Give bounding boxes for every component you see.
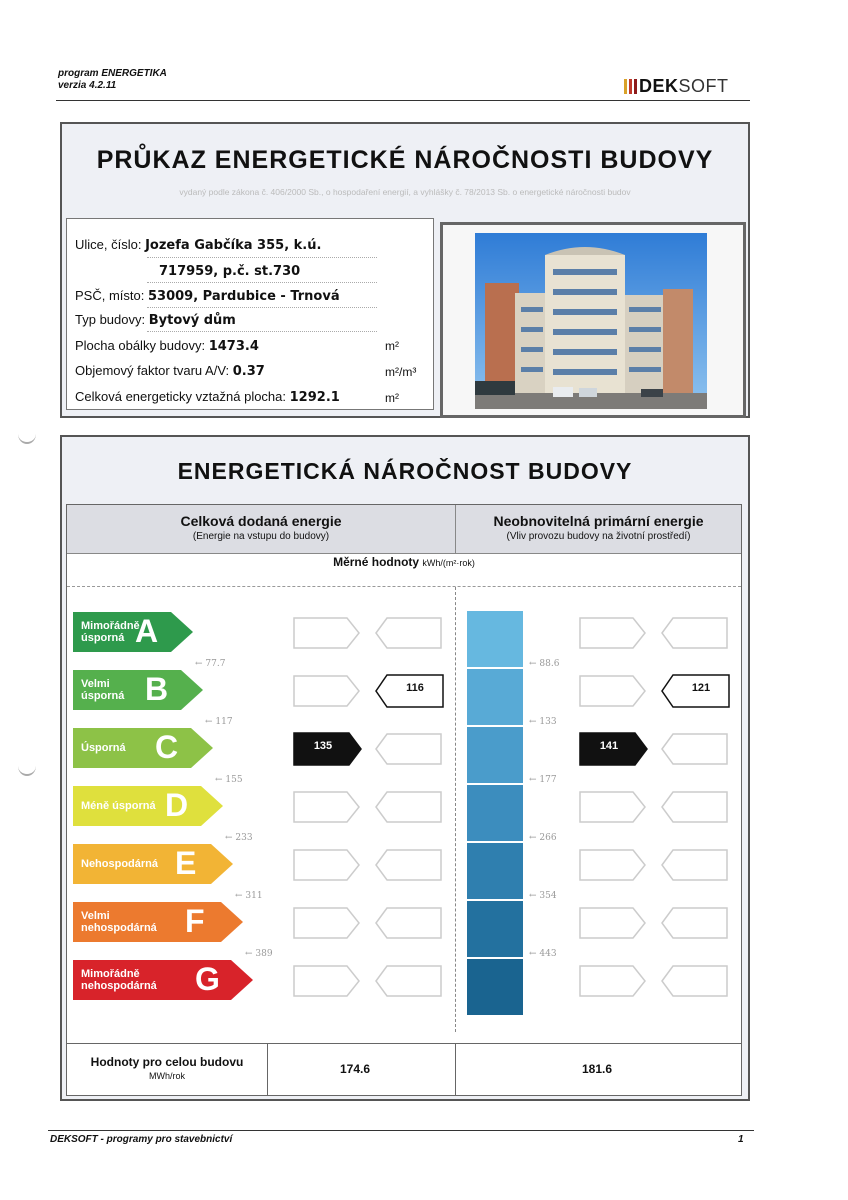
- class-marker-placeholder: [293, 791, 361, 823]
- program-version: verzia 4.2.11: [58, 80, 117, 91]
- factor-unit: m²/m³: [385, 365, 417, 379]
- energy-class-letter: A: [135, 613, 159, 649]
- primary-energy-bar-segment: [467, 669, 523, 725]
- certificate-title: PRŮKAZ ENERGETICKÉ NÁROČNOSTI BUDOVY: [96, 146, 714, 174]
- type-label: Typ budovy:: [75, 312, 146, 327]
- street-label: Ulice, číslo:: [75, 237, 142, 252]
- class-boundary-tick: ← 311: [235, 891, 263, 901]
- class-marker-placeholder: [661, 907, 729, 939]
- primary-energy-bar-segment: [467, 611, 523, 667]
- energy-class-name-line1: Velmi: [81, 678, 110, 690]
- energy-class-name-line1: Mimořádně: [81, 968, 140, 980]
- totals-label-cell: [67, 1044, 268, 1096]
- area-value: 1473.4: [208, 339, 259, 354]
- right-column-subtitle: (Vliv provozu budovy na životní prostředí): [506, 531, 691, 542]
- street-row: [75, 237, 321, 253]
- area-label: Plocha obálky budovy:: [75, 338, 206, 353]
- total-primary-energy: 181.6: [581, 1062, 613, 1076]
- primary-energy-bar-segment: [467, 785, 523, 841]
- energy-class-name-line1: Velmi: [81, 910, 110, 922]
- dashed-column-divider: [455, 587, 456, 1032]
- building-photo: [440, 222, 746, 418]
- psc-label: PSČ, místo:: [75, 288, 145, 303]
- energy-class-name-line2: úsporná: [81, 690, 125, 702]
- right-column-header: [456, 505, 741, 554]
- building-totals-row: [67, 1043, 741, 1096]
- type-value: Bytový dům: [148, 313, 236, 328]
- class-marker-placeholder: [375, 849, 443, 881]
- class-marker-placeholder: [293, 849, 361, 881]
- energy-class-name: [81, 620, 140, 644]
- energy-class-letter: F: [185, 903, 205, 939]
- rating-panel: [66, 504, 742, 1096]
- class-marker-placeholder: [579, 675, 647, 707]
- type-row: [75, 312, 236, 328]
- energy-class-name-line1: Nehospodárná: [81, 858, 159, 870]
- dotted-line: [147, 282, 377, 283]
- street-row-2: [159, 263, 300, 279]
- program-name: program ENERGETIKA: [58, 68, 167, 79]
- primary-energy-bar-segment: [467, 727, 523, 783]
- class-marker-placeholder: [375, 791, 443, 823]
- energy-class-name: [81, 968, 157, 992]
- class-boundary-tick: ← 155: [215, 775, 243, 785]
- primary-energy-bar-segment: [467, 843, 523, 899]
- energy-class-name: [81, 800, 156, 812]
- ref-area-unit: m²: [385, 391, 399, 405]
- energy-class-name-line2: nehospodárná: [81, 922, 157, 934]
- primary-energy-actual-marker-value: 141: [599, 740, 619, 752]
- class-boundary-tick: ← 177: [529, 775, 557, 785]
- punch-hole-mark: [18, 756, 36, 776]
- building-photo-image: [475, 233, 707, 409]
- street-value-2: 717959, p.č. st.730: [159, 264, 301, 279]
- area-row: [75, 338, 259, 354]
- area-unit: m²: [385, 339, 399, 353]
- dotted-line: [147, 257, 377, 258]
- energy-class-name-line1: Méně úsporná: [81, 800, 156, 812]
- footer-divider: [48, 1130, 754, 1131]
- rating-title: ENERGETICKÁ NÁROČNOST BUDOVY: [177, 458, 633, 484]
- psc-row: [75, 288, 340, 304]
- class-boundary-tick: ← 88.6: [529, 659, 560, 669]
- certificate-subtitle: vydaný podle zákona č. 406/2000 Sb., o hospodaření energií, a vyhlášky č. 78/2013 Sb. o energetické náročnosti budov: [179, 187, 631, 197]
- primary-energy-bar-segment: [467, 959, 523, 1015]
- delivered-energy-actual-marker-value: 135: [313, 740, 333, 752]
- building-info-box: [66, 218, 434, 410]
- left-column-title: Celková dodaná energie: [180, 513, 342, 529]
- logo-bold-text: DEK: [639, 76, 679, 96]
- class-marker-placeholder: [579, 791, 647, 823]
- specific-values-text: Měrné hodnoty: [333, 555, 420, 569]
- class-boundary-tick: ← 77.7: [195, 659, 226, 669]
- ref-area-row: [75, 389, 340, 405]
- class-marker-placeholder: [579, 849, 647, 881]
- logo-bars-icon: [624, 78, 639, 99]
- header-divider: [56, 100, 750, 101]
- energy-class-name: [81, 678, 124, 702]
- class-boundary-tick: ← 133: [529, 717, 557, 727]
- energy-class-letter: E: [175, 845, 197, 881]
- left-column-subtitle: (Energie na vstupu do budovy): [192, 531, 330, 542]
- energy-class-name-line1: Úsporná: [81, 742, 126, 754]
- class-marker-placeholder: [375, 907, 443, 939]
- class-marker-placeholder: [579, 965, 647, 997]
- class-marker-placeholder: [579, 617, 647, 649]
- dashed-divider: [67, 586, 741, 587]
- class-marker-placeholder: [661, 849, 729, 881]
- factor-row: [75, 363, 265, 379]
- energy-class-letter: D: [165, 787, 189, 823]
- class-marker-placeholder: [293, 675, 361, 707]
- totals-unit: MWh/rok: [149, 1071, 185, 1081]
- class-boundary-tick: ← 389: [245, 949, 273, 959]
- totals-separator: [455, 1044, 456, 1096]
- class-marker-placeholder: [661, 791, 729, 823]
- class-marker-placeholder: [293, 965, 361, 997]
- class-marker-placeholder: [293, 907, 361, 939]
- class-boundary-tick: ← 443: [529, 949, 557, 959]
- class-boundary-tick: ← 117: [205, 717, 233, 727]
- class-marker-placeholder: [661, 617, 729, 649]
- energy-class-letter: B: [145, 671, 169, 707]
- energy-class-name-line2: nehospodárná: [81, 980, 157, 992]
- factor-value: 0.37: [232, 364, 265, 379]
- energy-class-name: [81, 910, 157, 934]
- program-info: [58, 68, 167, 92]
- energy-class-letter: C: [155, 729, 179, 765]
- total-delivered-energy: 174.6: [339, 1062, 371, 1076]
- dotted-line: [147, 307, 377, 308]
- left-column-header: [67, 505, 456, 554]
- class-marker-placeholder: [375, 965, 443, 997]
- street-value: Jozefa Gabčíka 355, k.ú.: [145, 238, 322, 253]
- ref-area-label: Celková energeticky vztažná plocha:: [75, 389, 287, 404]
- energy-class-name: [81, 742, 126, 754]
- class-boundary-tick: ← 266: [529, 833, 557, 843]
- right-column-title: Neobnovitelná primární energie: [493, 513, 704, 529]
- class-marker-placeholder: [375, 733, 443, 765]
- class-boundary-tick: ← 354: [529, 891, 557, 901]
- class-marker-placeholder: [375, 617, 443, 649]
- energy-class-name-line1: Mimořádně: [81, 620, 140, 632]
- totals-label: Hodnoty pro celou budovu: [90, 1055, 244, 1069]
- dotted-line: [147, 331, 377, 332]
- class-boundary-tick: ← 233: [225, 833, 253, 843]
- ref-area-value: 1292.1: [289, 390, 340, 405]
- psc-value: 53009, Pardubice - Trnová: [147, 289, 340, 304]
- punch-hole-mark: [18, 424, 36, 444]
- logo-light-text: SOFT: [678, 76, 729, 96]
- class-marker-placeholder: [579, 907, 647, 939]
- deksoft-logo: [624, 76, 729, 99]
- energy-class-name: [81, 858, 158, 870]
- class-marker-placeholder: [661, 733, 729, 765]
- footer-text: DEKSOFT - programy pro stavebnictví: [50, 1134, 233, 1145]
- page-number: 1: [738, 1134, 744, 1145]
- primary-energy-bar-segment: [467, 901, 523, 957]
- primary-energy-reference-marker-value: 121: [691, 682, 711, 694]
- class-marker-placeholder: [293, 617, 361, 649]
- energy-class-letter: G: [195, 961, 220, 997]
- class-marker-placeholder: [661, 965, 729, 997]
- specific-values-unit: kWh/(m²·rok): [422, 558, 475, 568]
- specific-values-label: [67, 555, 741, 569]
- factor-label: Objemový faktor tvaru A/V:: [75, 363, 230, 378]
- energy-class-name-line2: úsporná: [81, 632, 125, 644]
- delivered-energy-reference-marker-value: 116: [406, 682, 424, 694]
